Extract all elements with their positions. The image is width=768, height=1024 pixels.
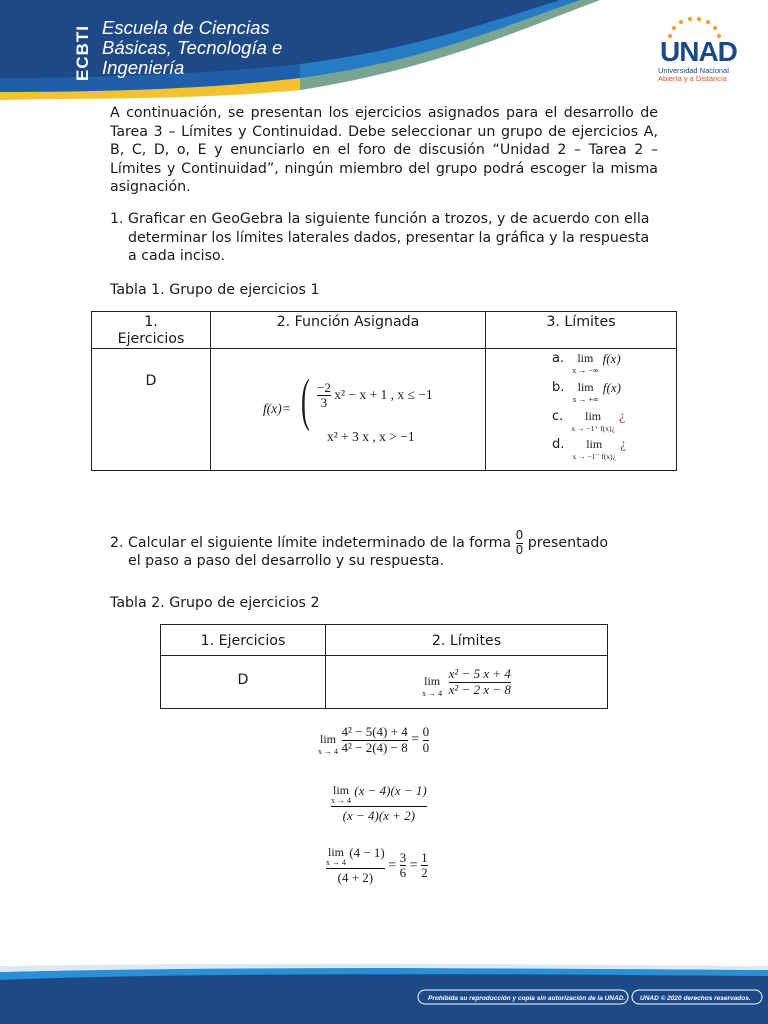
table-2-header-exercises: 1. Ejercicios (161, 625, 326, 656)
table-1-header-exercises: 1. Ejercicios (92, 312, 211, 349)
logo-wordmark: UNAD (660, 36, 737, 67)
exercise-2-statement (110, 526, 658, 571)
logo-subtitle-2: Abierta y a Distancia (658, 74, 727, 83)
table-1-limits-cell (486, 349, 677, 471)
unad-logo (652, 14, 752, 83)
limit-d: d. lim x → −1⁻ f(x)¿ ¿ (552, 437, 627, 461)
item-text-line-2: el paso a paso del desarrollo y su respuesta. (128, 553, 445, 569)
intro-paragraph: A continuación, se presentan los ejercicios asignados para el desarrollo de Tarea 3 – Límites y Continuidad. Debe seleccionar un grupo de ejercicios A, B, C, D, o, E y enunciarlo en el foro de discusión “Unidad 2 – Tarea 2 – Límites y Continuidad”, ningún miembro del grupo podrá escoger la misma asignación. (110, 105, 658, 195)
table-2-limit-cell: lim x → 4 $\frac{\text{x² − 5 x + 4}}{\text{x² − 2 x − 8}}$ (326, 656, 608, 709)
table-2-header-limits: 2. Límites (326, 625, 608, 656)
table-2 (160, 624, 608, 709)
limit-a: a. lim x → −∞ f(x) (552, 351, 621, 375)
item-number: 1. (110, 211, 124, 227)
table-1-function-cell: f(x)= ( $\frac{-2}{3}$ x² − x + 1 , x ≤ −1 x² + 3 x , x > −1 (211, 349, 486, 471)
table-1 (91, 311, 677, 471)
table-2-caption: Tabla 2. Grupo de ejercicios 2 (110, 595, 320, 611)
table-1-exercise-cell: D (92, 349, 211, 471)
table-1-header-function: 2. Función Asignada (211, 312, 486, 349)
solution-step-1: lim x → 4 $\frac{\text{4² − 5(4) + 4}}{\text{4² − 2(4) − 8}}$ = $\frac{0}{0}$ (318, 724, 430, 756)
page-header (0, 0, 768, 100)
table-2-exercise-cell: D (161, 656, 326, 709)
item-text: Graficar en GeoGebra la siguiente función a trozos, y de acuerdo con ella determinar los límites laterales dados, presentar la gráfica y la respuesta a cada inciso. (128, 211, 650, 264)
item-text-line-1: Calcular el siguiente límite indeterminado de la forma $\frac{0}{0}$ presentado (128, 528, 609, 557)
exercise-1-statement (110, 210, 658, 266)
footer-rights: UNAD © 2020 derechos reservados. (640, 995, 751, 1002)
item-number: 2. (110, 535, 124, 551)
table-1-caption: Tabla 1. Grupo de ejercicios 1 (110, 282, 320, 298)
school-name: Escuela de Ciencias Básicas, Tecnología e Ingeniería (102, 17, 283, 78)
solution-step-3: lim x → 4 (4 − 1) (4 + 2) = $\frac{3}{6}$ = $\frac{1}{2}$ (326, 845, 428, 885)
limit-b: b. lim x → +∞ f(x) (552, 380, 621, 404)
footer-banner (0, 962, 768, 1024)
ecbti-vertical-label: ECBTI (73, 25, 92, 81)
logo-subtitle-1: Universidad Nacional (658, 66, 729, 75)
limit-c: c. lim x → −1⁺ f(x)¿ ¿ (552, 409, 626, 433)
page-footer (0, 962, 768, 1024)
solution-step-2: lim x → 4 (x − 4)(x − 1) (x − 4)(x + 2) (331, 783, 427, 823)
footer-copyright-notice: Prohibida su reproducción y copia sin autorización de la UNAD. (428, 995, 626, 1002)
table-1-header-limits: 3. Límites (486, 312, 677, 349)
